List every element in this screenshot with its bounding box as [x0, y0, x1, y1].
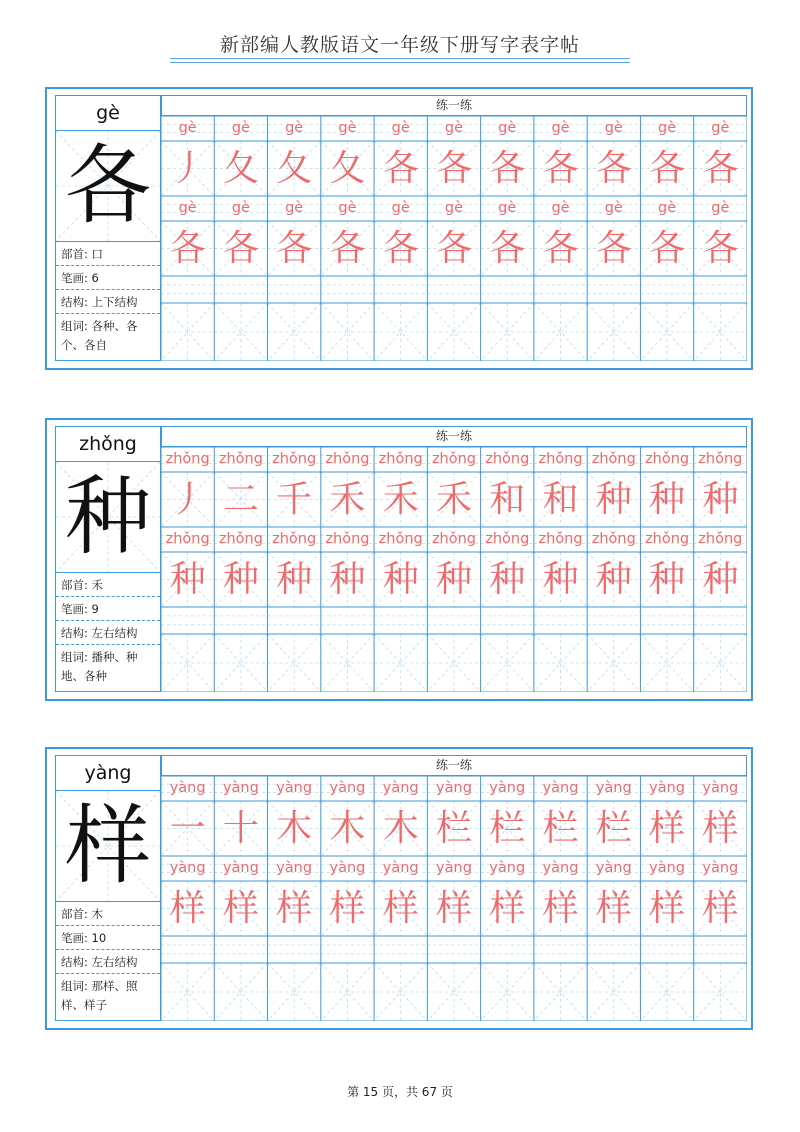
- practice-character: 种: [702, 559, 739, 600]
- practice-pinyin: zhǒng: [272, 531, 317, 547]
- practice-panel: [161, 426, 747, 692]
- practice-pinyin: yàng: [649, 860, 685, 876]
- practice-character: 种: [595, 479, 632, 520]
- practice-character: 种: [329, 559, 366, 600]
- practice-pinyin: zhǒng: [272, 451, 317, 467]
- practice-pinyin: zhǒng: [165, 531, 210, 547]
- character-card: [45, 747, 753, 1030]
- practice-character: 样: [702, 808, 739, 849]
- practice-character: 各: [542, 148, 579, 189]
- practice-pinyin: yàng: [436, 780, 472, 796]
- practice-pinyin: zhǒng: [325, 451, 370, 467]
- practice-character: 丿: [169, 479, 206, 520]
- practice-grid: [161, 776, 747, 1021]
- structure-info: 结构: 上下结构: [61, 295, 138, 309]
- practice-character: 和: [542, 479, 579, 520]
- info-separator: [56, 949, 160, 950]
- practice-pinyin: gè: [604, 120, 623, 136]
- practice-pinyin: zhǒng: [378, 451, 423, 467]
- practice-character: 禾: [382, 479, 419, 520]
- practice-pinyin: zhǒng: [165, 451, 210, 467]
- practice-character: 样: [276, 888, 313, 929]
- practice-character: 栏: [542, 808, 579, 849]
- practice-pinyin: gè: [444, 200, 464, 216]
- practice-character: 木: [329, 808, 366, 849]
- practice-pinyin: gè: [604, 200, 623, 216]
- practice-character: 样: [649, 888, 686, 929]
- practice-pinyin: zhǒng: [698, 451, 743, 467]
- practice-character: 样: [435, 888, 472, 929]
- words-line-1: 组词: 播种、种: [61, 650, 138, 664]
- practice-character: 样: [382, 888, 419, 929]
- stroke-count-info: 笔画: 6: [61, 271, 99, 285]
- practice-character: 各: [595, 148, 632, 189]
- practice-pinyin: gè: [285, 120, 304, 136]
- practice-pinyin: yàng: [382, 780, 419, 796]
- practice-character: 各: [435, 148, 472, 189]
- practice-pinyin: gè: [498, 120, 517, 136]
- practice-pinyin: yàng: [702, 860, 739, 876]
- practice-pinyin: zhǒng: [431, 451, 477, 467]
- words-line-1: 组词: 那样、照: [61, 979, 138, 993]
- title-rule-bottom: [170, 62, 630, 63]
- practice-pinyin: zhǒng: [538, 451, 583, 467]
- info-separator: [56, 620, 160, 621]
- practice-character: 种: [649, 479, 686, 520]
- practice-pinyin: yàng: [169, 780, 206, 796]
- info-separator: [56, 313, 160, 314]
- title-rule-top: [170, 58, 630, 59]
- practice-panel: [161, 95, 747, 361]
- character-info-panel: [55, 95, 161, 361]
- practice-character: 各: [702, 148, 739, 189]
- practice-character: 栏: [489, 808, 526, 849]
- practice-pinyin: gè: [711, 120, 730, 136]
- words-line-2: 样、样子: [61, 998, 107, 1012]
- practice-pinyin: yàng: [489, 860, 526, 876]
- practice-character: 种: [649, 559, 686, 600]
- practice-header: 练一练: [161, 755, 747, 776]
- structure-info: 结构: 左右结构: [61, 626, 138, 640]
- practice-character: 样: [329, 888, 366, 929]
- practice-pinyin: zhǒng: [645, 531, 690, 547]
- practice-pinyin: yàng: [222, 780, 259, 796]
- practice-character: 种: [222, 559, 259, 600]
- practice-pinyin: gè: [231, 200, 250, 216]
- info-separator: [56, 925, 160, 926]
- practice-character: 千: [276, 479, 313, 520]
- practice-pinyin: zhǒng: [591, 531, 636, 547]
- practice-pinyin: yàng: [329, 860, 366, 876]
- practice-character: 种: [276, 559, 313, 600]
- practice-pinyin: yàng: [276, 860, 313, 876]
- practice-pinyin: gè: [338, 120, 357, 136]
- practice-pinyin: yàng: [169, 860, 206, 876]
- words-line-1: 组词: 各种、各: [61, 319, 138, 333]
- practice-grid: [161, 116, 747, 361]
- practice-character: 种: [435, 559, 472, 600]
- practice-character: 样: [649, 808, 686, 849]
- practice-character: 各: [169, 228, 206, 269]
- practice-character: 各: [435, 228, 472, 269]
- character-info-panel: [55, 755, 161, 1021]
- practice-character: 一: [169, 808, 206, 849]
- practice-pinyin: yàng: [222, 860, 259, 876]
- words-line-2: 个、各自: [61, 338, 107, 352]
- practice-character: 样: [542, 888, 579, 929]
- practice-character: 和: [489, 479, 526, 520]
- practice-pinyin: gè: [338, 200, 357, 216]
- practice-character: 种: [595, 559, 632, 600]
- practice-pinyin: yàng: [329, 780, 366, 796]
- practice-pinyin: zhǒng: [218, 531, 263, 547]
- practice-character: 种: [489, 559, 526, 600]
- character-card: [45, 87, 753, 370]
- character-grid-box: [56, 790, 160, 902]
- practice-pinyin: zhǒng: [218, 451, 263, 467]
- practice-pinyin: gè: [551, 200, 570, 216]
- practice-character: 各: [489, 148, 526, 189]
- practice-pinyin: zhǒng: [485, 451, 530, 467]
- practice-character: 各: [649, 228, 686, 269]
- stroke-count-info: 笔画: 9: [61, 602, 99, 616]
- practice-character: 栏: [435, 808, 472, 849]
- practice-pinyin: yàng: [436, 860, 472, 876]
- practice-character: 各: [595, 228, 632, 269]
- practice-pinyin: gè: [391, 120, 410, 136]
- practice-character: 种: [382, 559, 419, 600]
- character-large: 各: [65, 136, 151, 236]
- page-footer: 第 15 页，共 67 页: [347, 1085, 453, 1099]
- practice-character: 各: [329, 228, 366, 269]
- character-grid-box: [56, 461, 160, 573]
- practice-pinyin: zhǒng: [698, 531, 743, 547]
- practice-pinyin: gè: [178, 200, 197, 216]
- practice-character: 夂: [329, 148, 366, 189]
- practice-pinyin: yàng: [276, 780, 313, 796]
- character-large: 种: [65, 467, 151, 567]
- practice-character: 种: [169, 559, 206, 600]
- practice-pinyin: yàng: [649, 780, 685, 796]
- practice-pinyin: yàng: [382, 860, 419, 876]
- practice-pinyin: yàng: [542, 860, 579, 876]
- practice-pinyin: gè: [657, 120, 677, 136]
- practice-character: 禾: [329, 479, 366, 520]
- practice-pinyin: gè: [444, 120, 464, 136]
- character-pinyin: zhǒng: [79, 433, 137, 455]
- words-line-2: 地、各种: [61, 669, 107, 683]
- practice-pinyin: yàng: [702, 780, 739, 796]
- radical-info: 部首: 口: [61, 247, 104, 261]
- practice-header: 练一练: [161, 95, 747, 116]
- practice-pinyin: gè: [285, 200, 304, 216]
- practice-character: 丿: [169, 148, 206, 189]
- practice-pinyin: yàng: [489, 780, 526, 796]
- practice-pinyin: zhǒng: [591, 451, 636, 467]
- practice-grid: [161, 447, 747, 692]
- character-pinyin: gè: [96, 102, 120, 124]
- practice-character: 各: [542, 228, 579, 269]
- info-separator: [56, 973, 160, 974]
- practice-pinyin: zhǒng: [645, 451, 690, 467]
- practice-character: 各: [489, 228, 526, 269]
- character-grid-box: [56, 130, 160, 242]
- practice-character: 样: [702, 888, 739, 929]
- practice-character: 样: [595, 888, 632, 929]
- practice-character: 二: [222, 479, 259, 520]
- structure-info: 结构: 左右结构: [61, 955, 138, 969]
- radical-info: 部首: 木: [61, 907, 104, 921]
- practice-pinyin: gè: [231, 120, 250, 136]
- practice-character: 样: [222, 888, 259, 929]
- practice-pinyin: yàng: [595, 780, 632, 796]
- practice-character: 样: [489, 888, 526, 929]
- practice-character: 禾: [435, 479, 472, 520]
- practice-character: 各: [649, 148, 686, 189]
- practice-pinyin: zhǒng: [538, 531, 583, 547]
- practice-character: 木: [382, 808, 419, 849]
- character-large: 样: [65, 796, 151, 896]
- character-card: [45, 418, 753, 701]
- info-separator: [56, 289, 160, 290]
- practice-character: 十: [222, 808, 259, 849]
- practice-pinyin: yàng: [542, 780, 579, 796]
- page-title: 新部编人教版语文一年级下册写字表字帖: [219, 34, 580, 56]
- practice-header: 练一练: [161, 426, 747, 447]
- info-separator: [56, 596, 160, 597]
- practice-pinyin: yàng: [595, 860, 632, 876]
- practice-pinyin: zhǒng: [485, 531, 530, 547]
- practice-pinyin: gè: [657, 200, 677, 216]
- practice-character: 种: [542, 559, 579, 600]
- practice-character: 各: [222, 228, 259, 269]
- practice-character: 栏: [595, 808, 632, 849]
- practice-pinyin: gè: [711, 200, 730, 216]
- practice-character: 各: [382, 228, 419, 269]
- info-separator: [56, 265, 160, 266]
- practice-pinyin: zhǒng: [431, 531, 477, 547]
- practice-character: 木: [276, 808, 313, 849]
- practice-character: 夂: [276, 148, 313, 189]
- practice-panel: [161, 755, 747, 1021]
- practice-pinyin: gè: [498, 200, 517, 216]
- practice-pinyin: gè: [551, 120, 570, 136]
- practice-character: 各: [276, 228, 313, 269]
- stroke-count-info: 笔画: 10: [61, 931, 107, 945]
- practice-character: 种: [702, 479, 739, 520]
- info-separator: [56, 644, 160, 645]
- practice-character: 夂: [222, 148, 259, 189]
- practice-character: 样: [169, 888, 206, 929]
- practice-pinyin: zhǒng: [378, 531, 423, 547]
- practice-pinyin: gè: [391, 200, 410, 216]
- practice-pinyin: gè: [178, 120, 197, 136]
- character-pinyin: yàng: [84, 762, 132, 784]
- practice-pinyin: zhǒng: [325, 531, 370, 547]
- practice-character: 各: [702, 228, 739, 269]
- character-info-panel: [55, 426, 161, 692]
- practice-character: 各: [382, 148, 419, 189]
- radical-info: 部首: 禾: [61, 578, 104, 592]
